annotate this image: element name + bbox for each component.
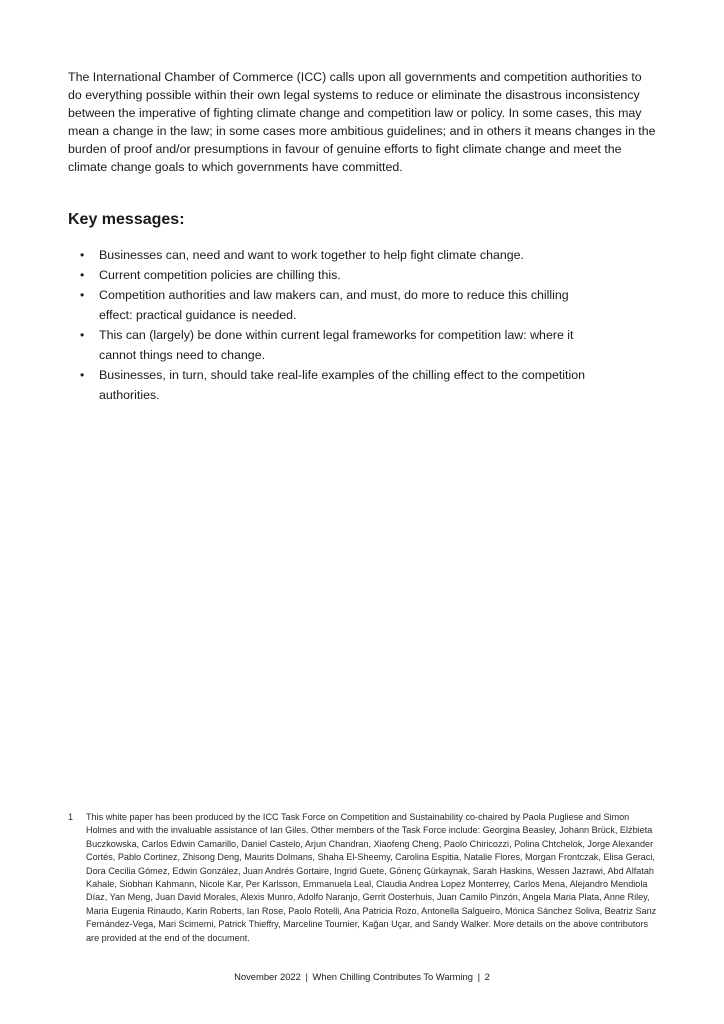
bullet-icon: • — [80, 328, 85, 342]
bullet-icon: • — [80, 268, 85, 282]
key-messages-heading: Key messages: — [68, 211, 185, 228]
footnote — [68, 811, 658, 945]
bullet-icon: • — [80, 248, 85, 262]
list-item-text: Businesses can, need and want to work together to help fight climate change. — [99, 248, 524, 262]
list-item — [80, 265, 600, 285]
list-item — [80, 285, 600, 325]
page-number: 2 — [484, 971, 490, 982]
footer-date: November 2022 — [234, 971, 301, 982]
footer-separator: | — [305, 971, 308, 982]
footer-title: When Chilling Contributes To Warming — [312, 971, 473, 982]
footer-separator: | — [477, 971, 481, 982]
list-item — [80, 365, 600, 405]
bullet-icon: • — [80, 288, 85, 302]
list-item-text: Businesses, in turn, should take real-life examples of the chilling effect to the competition authorities. — [99, 368, 586, 402]
list-item — [80, 325, 600, 365]
footnote-text: This white paper has been produced by the ICC Task Force on Competition and Sustainability co-chaired by Paola Pugliese and Simon Holmes and with the invaluable assistance of Ian Giles. Other members of the Task Force include: Georgina Beasley, Johann Brück, Elżbieta Buczkowska, Carlos Edwin Camarillo, Daniel Castelo, Arjun Chandran, Xiaofeng Cheng, Paolo Chiricozzi, Polina Chtchelok, Jorge Alexander Cortés, Pablo Cortinez, Zhisong Deng, Maurits Dolmans, Shaha El-Sheemy, Carolina Espitia, Natalie Flores, Morgan Frontczak, Elisa Geraci, Dora Cecilia Gómez, Edwin González, Juan Andrés Gortaire, Ingrid Guete, Gönenç Gürkaynak, Sarah Haskins, Wessen Jazrawi, Abd Alfatah Kahale, Siobhan Kahmann, Nicole Kar, Per Karlsson, Emmanuela Leal, Claudia Andrea Lopez Monterrey, Carlos Mena, Alejandro Mendiola Díaz, Yan Meng, Juan David Morales, Alexis Munro, Adolfo Naranjo, Gerrit Oosterhuis, Juan Camilo Pinzón, Angela Maria Plata, Anne Riley, Maria Eugenia Rinaudo, Karin Roberts, Ian Rose, Paolo Rotelli, Ana Patricia Rozo, Antonella Salgueiro, Mónica Sánchez Soliva, Beatriz Sanz Fernández-Vega, Mari Scimemi, Patrick Thieffry, Marceline Tournier, Kağan Uçar, and Sandy Walker. More details on the above contributors are provided at the end of the document. — [86, 812, 657, 943]
footnote-number: 1 — [68, 812, 74, 822]
bullet-icon: • — [80, 368, 85, 382]
page-footer — [0, 971, 724, 983]
list-item — [80, 245, 600, 265]
key-messages-list — [80, 245, 600, 405]
list-item-text: Current competition policies are chilling this. — [99, 268, 341, 282]
intro-paragraph: The International Chamber of Commerce (ICC) calls upon all governments and competition authorities to do everything possible within their own legal systems to reduce or eliminate the disastrous inconsistency between the imperative of fighting climate change and competition law or policy. In some cases, this may mean a change in the law; in some cases more ambitious guidelines; and in others it means changes in the burden of proof and/or presumptions in favour of genuine efforts to fight climate change and meet the climate change goals to which governments have committed. — [68, 70, 656, 174]
list-item-text: Competition authorities and law makers can, and must, do more to reduce this chilling effect: practical guidance is needed. — [99, 288, 569, 322]
list-item-text: This can (largely) be done within current legal frameworks for competition law: where it cannot things need to change. — [99, 328, 574, 362]
